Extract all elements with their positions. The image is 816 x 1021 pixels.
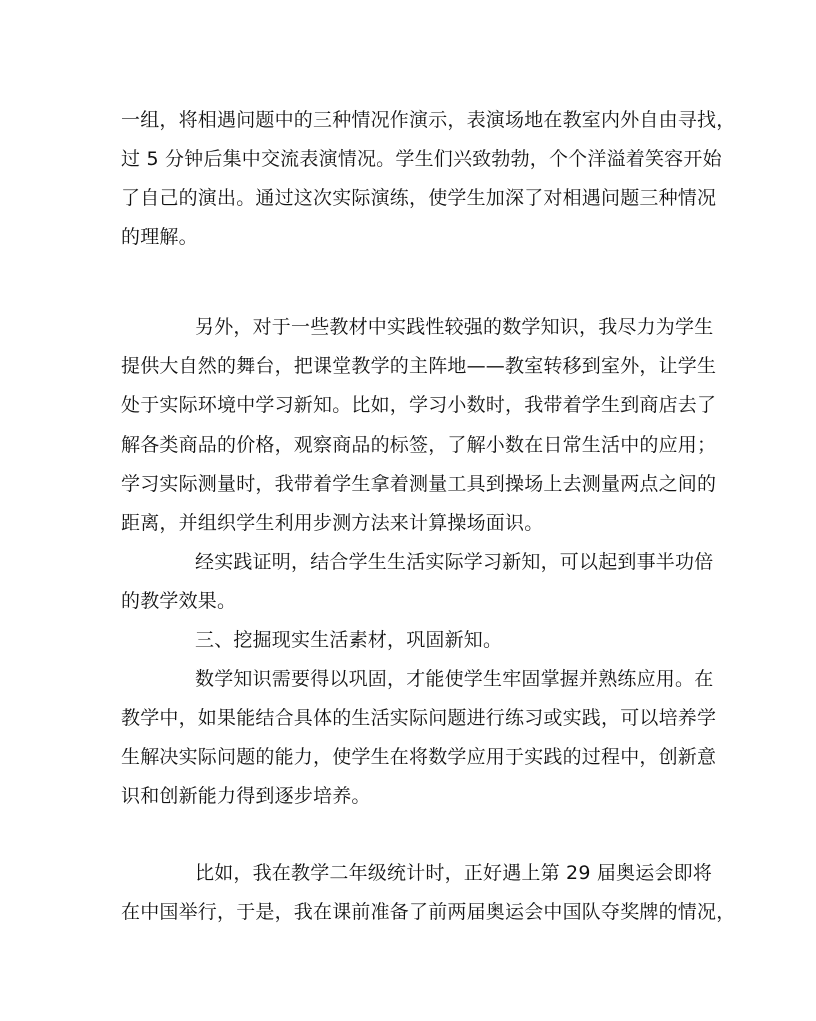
paragraph-first-line: 经实践证明，结合学生生活实际学习新知，可以起到事半功倍 bbox=[195, 551, 714, 573]
text-line: 一组，将相遇问题中的三种情况作演示，表演场地在教室内外自由寻找， bbox=[121, 109, 736, 131]
paragraph-first-line: 比如，我在教学二年级统计时，正好遇上第 29 届奥运会即将 bbox=[195, 862, 713, 884]
paragraph-first-line: 另外，对于一些教材中实践性较强的数学知识，我尽力为学生 bbox=[195, 316, 714, 338]
paragraph-first-line: 数学知识需要得以巩固，才能使学生牢固掌握并熟练应用。在 bbox=[195, 668, 714, 690]
text-line: 教学中，如果能结合具体的生活实际问题进行练习或实践，可以培养学 bbox=[121, 707, 717, 729]
text-line: 的教学效果。 bbox=[121, 590, 237, 612]
text-line: 的理解。 bbox=[121, 226, 198, 248]
text-line: 了自己的演出。通过这次实际演练，使学生加深了对相遇问题三种情况 bbox=[121, 187, 717, 209]
text-line: 识和创新能力得到逐步培养。 bbox=[121, 785, 371, 807]
text-line: 在中国举行，于是，我在课前准备了前两届奥运会中国队夺奖牌的情况， bbox=[121, 901, 736, 923]
text-line: 过 5 分钟后集中交流表演情况。学生们兴致勃勃，个个洋溢着笑容开始 bbox=[121, 148, 722, 170]
text-line: 距离，并组织学生利用步测方法来计算操场面识。 bbox=[121, 512, 544, 534]
text-line: 生解决实际问题的能力，使学生在将数学应用于实践的过程中，创新意 bbox=[121, 746, 717, 768]
section-heading: 三、挖掘现实生活素材，巩固新知。 bbox=[195, 629, 503, 651]
text-line: 学习实际测量时，我带着学生拿着测量工具到操场上去测量两点之间的 bbox=[121, 473, 717, 495]
text-line: 提供大自然的舞台，把课堂教学的主阵地——教室转移到室外，让学生 bbox=[121, 355, 717, 377]
text-line: 解各类商品的价格，观察商品的标签，了解小数在日常生活中的应用； bbox=[121, 434, 717, 456]
text-line: 处于实际环境中学习新知。比如，学习小数时，我带着学生到商店去了 bbox=[121, 394, 717, 416]
